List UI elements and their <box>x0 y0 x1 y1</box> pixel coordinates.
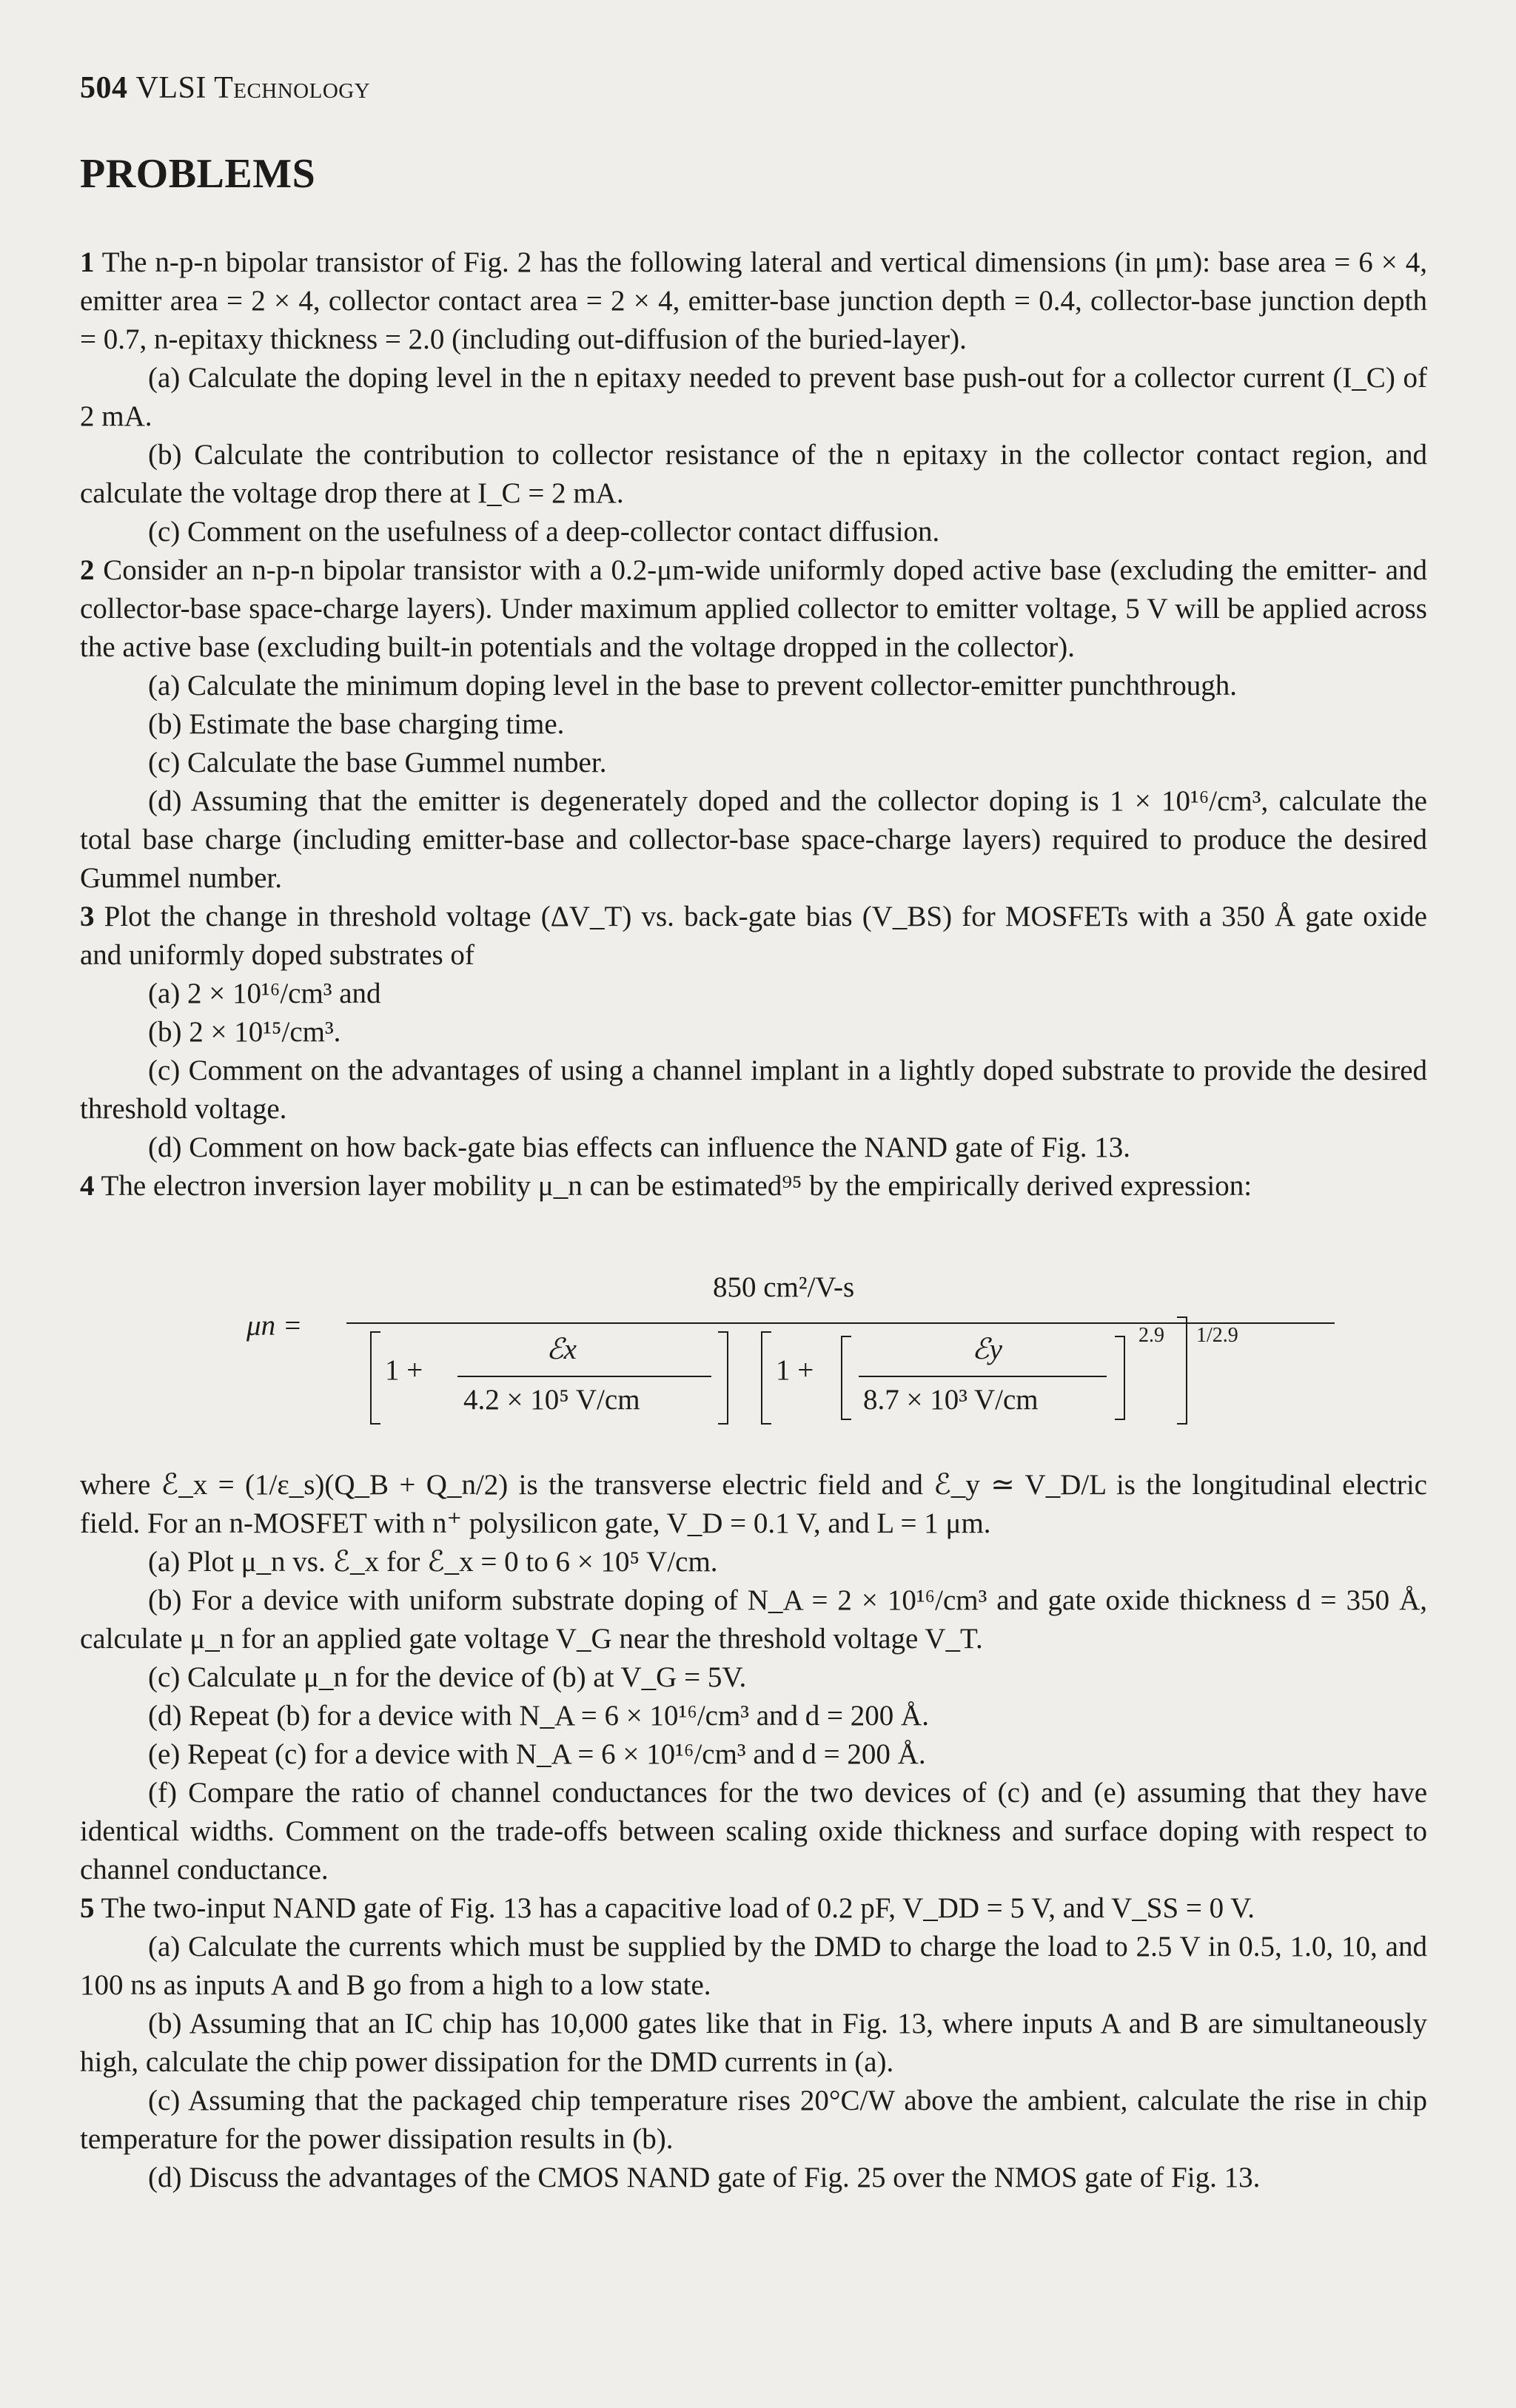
eq-exp-outer: 1/2.9 <box>1196 1324 1238 1347</box>
problem-2d: (d) Assuming that the emitter is degenerately doped and the collector doping is 1 × 10¹⁶/cm³, calculate the total base charge (including emitter-base and collector-base space-charge layers) required to produce the desired Gummel number. <box>80 785 1427 894</box>
problem-5b: (b) Assuming that an IC chip has 10,000 gates like that in Fig. 13, where inputs A and B are simultaneously high, calculate the chip power dissipation for the DMD currents in (a). <box>80 2008 1427 2078</box>
page-number: 504 <box>80 71 128 105</box>
eq-ex-den: 4.2 × 10⁵ V/cm <box>463 1384 640 1416</box>
fraction-bar-x <box>457 1376 711 1377</box>
eq-exp-inner: 2.9 <box>1138 1324 1164 1347</box>
eq-ey: ℰy <box>972 1334 1002 1365</box>
mobility-equation <box>80 1235 1427 1429</box>
problem-3c: (c) Comment on the advantages of using a channel implant in a lightly doped substrate to provide the desired threshold voltage. <box>80 1055 1427 1125</box>
bracket-left-2 <box>761 1331 771 1425</box>
problem-5: 5 The two-input NAND gate of Fig. 13 has a capacitive load of 0.2 pF, V_DD = 5 V, and V_SS = 0 V. <box>80 1892 1255 1924</box>
problem-4b: (b) For a device with uniform substrate doping of N_A = 2 × 10¹⁶/cm³ and gate oxide thickness d = 350 Å, calculate μ_n for an applied gate voltage V_G near the threshold voltage V_T. <box>80 1584 1427 1655</box>
problem-1: 1 The n-p-n bipolar transistor of Fig. 2 has the following lateral and vertical dimensions (in μm): base area = 6 × 4, emitter area = 2 × 4, collector contact area = 2 × 4, emitter-base junction depth = 0.4, collector-base junction depth = 0.7, n-epitaxy thickness = 2.0 (including out-diffusion of the buried-layer). <box>80 246 1428 355</box>
fraction-bar-y <box>859 1376 1107 1377</box>
bracket-left-3 <box>841 1336 851 1420</box>
eq-one-plus-a: 1 + <box>385 1354 423 1386</box>
problem-5d: (d) Discuss the advantages of the CMOS NAND gate of Fig. 25 over the NMOS gate of Fig. 13. <box>148 2162 1261 2193</box>
problem-3: 3 Plot the change in threshold voltage (ΔV_T) vs. back-gate bias (V_BS) for MOSFETs with a 350 Å gate oxide and uniformly doped substrates of <box>80 901 1427 971</box>
problem-2: 2 Consider an n-p-n bipolar transistor with a 0.2-μm-wide uniformly doped active base (excluding the emitter- and collector-base space-charge layers). Under maximum applied collector to emitter voltage, 5 V will be applied across the active base (excluding built-in potentials and the voltage dropped in the collector). <box>80 554 1428 663</box>
problem-4f: (f) Compare the ratio of channel conductances for the two devices of (c) and (e) assuming that they have identical widths. Comment on the trade-offs between scaling oxide thickness and surface doping with respect to channel conductance. <box>80 1777 1427 1886</box>
section-title: PROBLEMS <box>80 151 316 197</box>
problem-3b: (b) 2 × 10¹⁵/cm³. <box>148 1016 341 1048</box>
problem-3d: (d) Comment on how back-gate bias effects can influence the NAND gate of Fig. 13. <box>148 1131 1131 1163</box>
eq-numerator: 850 cm²/V-s <box>713 1271 855 1303</box>
problem-2b: (b) Estimate the base charging time. <box>148 708 565 740</box>
problem-1b: (b) Calculate the contribution to collector resistance of the n epitaxy in the collector contact region, and calculate the voltage drop there at I_C = 2 mA. <box>80 439 1427 509</box>
running-title: VLSI Technology <box>135 71 371 105</box>
eq-ey-den: 8.7 × 10³ V/cm <box>863 1384 1039 1416</box>
page <box>80 70 1427 2197</box>
problem-2c: (c) Calculate the base Gummel number. <box>148 747 607 778</box>
bracket-right-3 <box>1115 1336 1125 1420</box>
problem-1a: (a) Calculate the doping level in the n epitaxy needed to prevent base push-out for a collector current (I_C) of 2 mA. <box>80 362 1427 432</box>
bracket-right-1 <box>718 1331 728 1425</box>
problem-5c: (c) Assuming that the packaged chip temperature rises 20°C/W above the ambient, calculate the rise in chip temperature for the power dissipation results in (b). <box>80 2085 1427 2155</box>
eq-one-plus-b: 1 + <box>776 1354 814 1386</box>
eq-lhs: μn = <box>246 1310 303 1342</box>
problem-4-where: where ℰ_x = (1/ε_s)(Q_B + Q_n/2) is the transverse electric field and ℰ_y ≃ V_D/L is the longitudinal electric field. For an n-MOSFET with n⁺ polysilicon gate, V_D = 0.1 V, and L = 1 μm. <box>80 1469 1427 1539</box>
problem-4c: (c) Calculate μ_n for the device of (b) at V_G = 5V. <box>148 1661 747 1693</box>
problem-5a: (a) Calculate the currents which must be supplied by the DMD to charge the load to 2.5 V in 0.5, 1.0, 10, and 100 ns as inputs A and B go from a high to a low state. <box>80 1931 1427 2001</box>
bracket-right-2 <box>1177 1316 1187 1425</box>
problem-4a: (a) Plot μ_n vs. ℰ_x for ℰ_x = 0 to 6 × 10⁵ V/cm. <box>148 1546 718 1578</box>
problem-2a: (a) Calculate the minimum doping level in the base to prevent collector-emitter punchthrough. <box>148 670 1238 702</box>
eq-ex: ℰx <box>546 1334 577 1365</box>
problem-4d: (d) Repeat (b) for a device with N_A = 6 × 10¹⁶/cm³ and d = 200 Å. <box>148 1700 929 1732</box>
running-header <box>80 70 1427 106</box>
problem-4e: (e) Repeat (c) for a device with N_A = 6 × 10¹⁶/cm³ and d = 200 Å. <box>148 1738 926 1770</box>
problem-3a: (a) 2 × 10¹⁶/cm³ and <box>148 978 381 1009</box>
problem-4: 4 The electron inversion layer mobility μ_n can be estimated⁹⁵ by the empirically derived expression: <box>80 1170 1252 1202</box>
problem-1c: (c) Comment on the usefulness of a deep-collector contact diffusion. <box>148 516 940 548</box>
bracket-left-1 <box>370 1331 380 1425</box>
